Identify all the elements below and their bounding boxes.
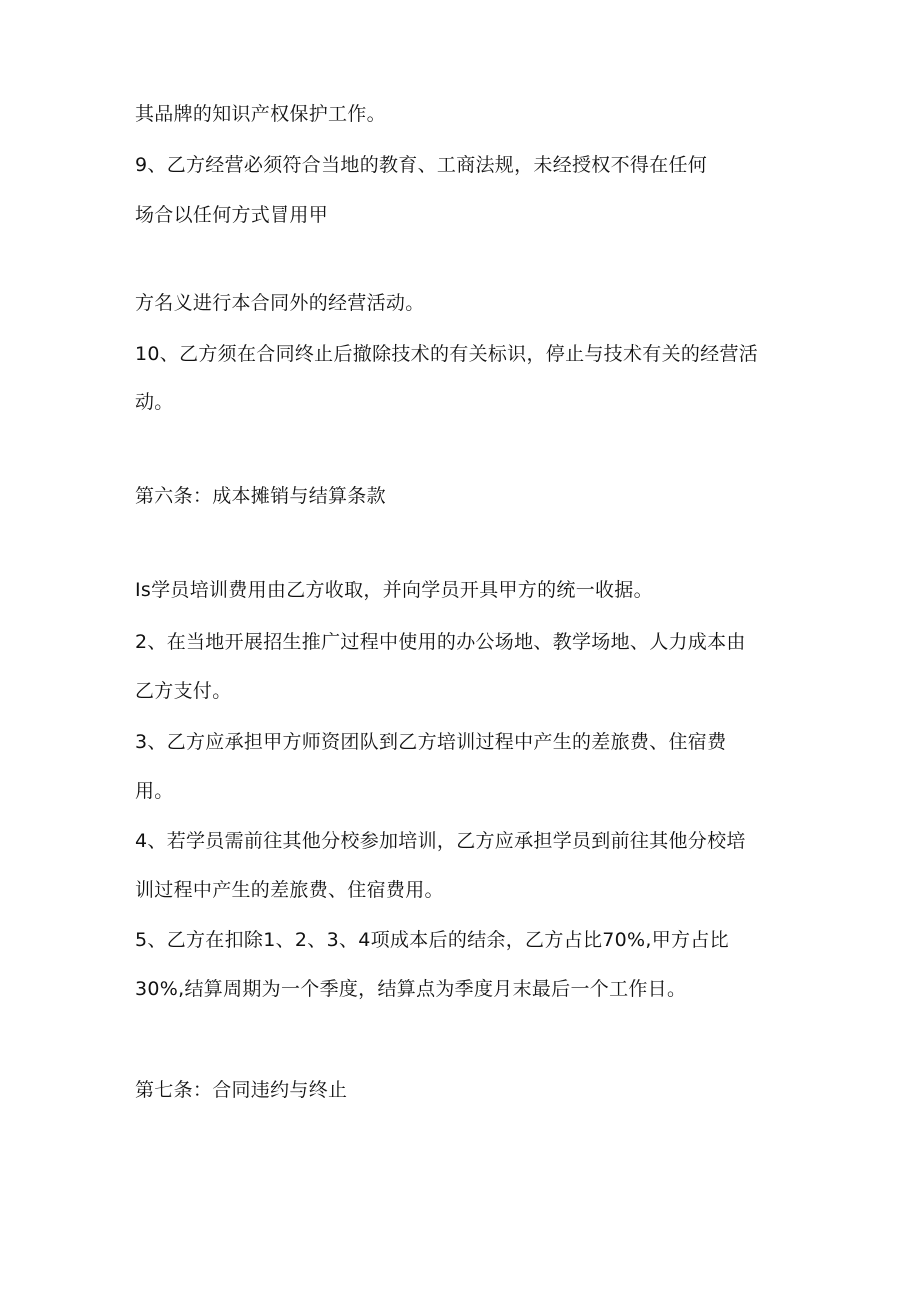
section-6-heading: 第六条：成本摊销与结算条款 <box>135 485 386 507</box>
paragraph-line: 其品牌的知识产权保护工作。 <box>135 103 386 125</box>
section-6-item-5-line-2: 30%,结算周期为一个季度，结算点为季度月末最后一个工作日。 <box>135 978 687 1000</box>
section-6-item-3-line-1: 3、乙方应承担甲方师资团队到乙方培训过程中产生的差旅费、住宿费 <box>135 731 727 753</box>
section-7-heading: 第七条：合同违约与终止 <box>135 1079 348 1101</box>
clause-9-line-1: 9、乙方经营必须符合当地的教育、工商法规，未经授权不得在任何 <box>135 154 708 176</box>
section-6-item-4-line-2: 训过程中产生的差旅费、住宿费用。 <box>135 879 444 901</box>
section-6-item-1: Is学员培训费用由乙方收取，并向学员开具甲方的统一收据。 <box>135 579 653 601</box>
clause-9-line-3: 方名义进行本合同外的经营活动。 <box>135 292 425 314</box>
clause-10-line-1: 10、乙方须在合同终止后撤除技术的有关标识，停止与技术有关的经营活 <box>135 343 759 365</box>
clause-9-line-2: 场合以任何方式冒用甲 <box>135 204 329 226</box>
section-6-item-2-line-1: 2、在当地开展招生推广过程中使用的办公场地、教学场地、人力成本由 <box>135 631 746 653</box>
clause-10-line-2: 动。 <box>135 391 174 413</box>
section-6-item-2-line-2: 乙方支付。 <box>135 680 232 702</box>
section-6-item-5-line-1: 5、乙方在扣除1、2、3、4项成本后的结余，乙方占比70%,甲方占比 <box>135 929 729 951</box>
section-6-item-3-line-2: 用。 <box>135 780 174 802</box>
section-6-item-4-line-1: 4、若学员需前往其他分校参加培训，乙方应承担学员到前往其他分校培 <box>135 830 746 852</box>
